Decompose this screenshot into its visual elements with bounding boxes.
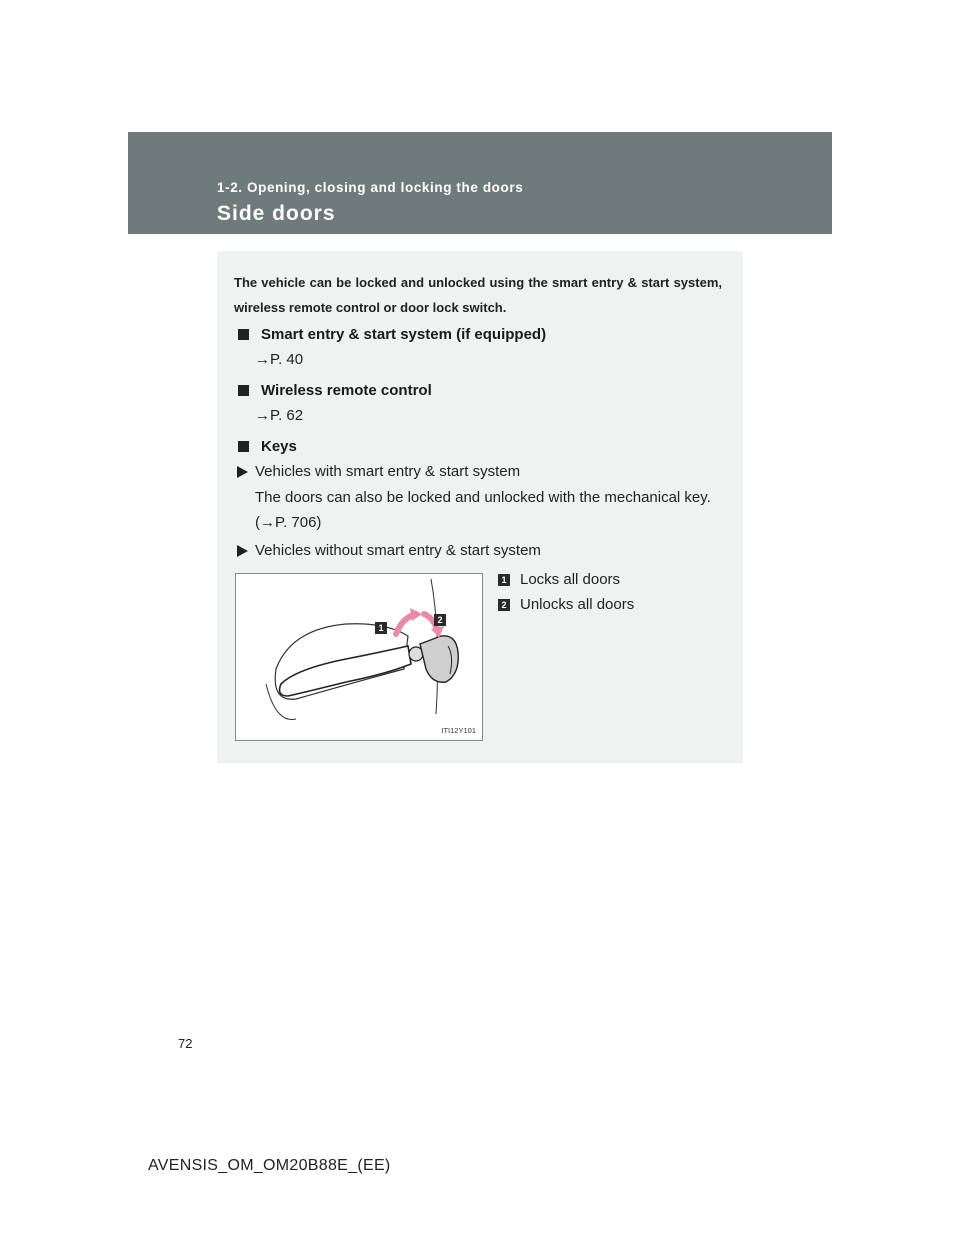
heading-wireless-remote	[238, 382, 432, 399]
legend-number-badge: 1	[498, 574, 510, 586]
callout-1-badge: 1	[375, 622, 387, 634]
square-bullet-icon	[238, 441, 249, 452]
page-ref-link[interactable]: →P. 62	[255, 407, 304, 424]
condition-text: Vehicles with smart entry & start system	[255, 463, 521, 480]
callout-2-badge: 2	[434, 614, 446, 626]
square-bullet-icon	[238, 385, 249, 396]
mechanical-key-note: The doors can also be locked and unlocked with the mechanical key. (→P. 706)	[255, 489, 711, 531]
heading-text: Keys	[261, 438, 297, 455]
door-handle-icon	[236, 574, 482, 740]
page-ref-link[interactable]: →P. 40	[255, 351, 304, 368]
heading-text: Smart entry & start system (if equipped)	[261, 326, 547, 343]
chapter-header	[128, 132, 832, 234]
footer-code: AVENSIS_OM_OM20B88E_(EE)	[148, 1157, 391, 1174]
intro-text: The vehicle can be locked and unlocked using the smart entry & start system, wireless remote control or door lock switch.	[234, 275, 722, 315]
condition-with-smart-entry	[237, 463, 520, 480]
content-panel	[217, 251, 743, 763]
condition-without-smart-entry	[237, 542, 541, 559]
legend-item-unlock	[498, 596, 634, 613]
legend-number-badge: 2	[498, 599, 510, 611]
page-number: 72	[178, 1036, 193, 1051]
legend-text: Locks all doors	[520, 571, 621, 588]
square-bullet-icon	[238, 329, 249, 340]
legend-item-lock	[498, 571, 620, 588]
triangle-bullet-icon	[237, 466, 248, 478]
figure-code: ITI12Y101	[441, 726, 476, 735]
door-handle-key-illustration	[235, 573, 483, 741]
triangle-bullet-icon	[237, 545, 248, 557]
heading-keys	[238, 438, 297, 455]
heading-smart-entry	[238, 326, 546, 343]
condition-text: Vehicles without smart entry & start system	[255, 542, 541, 559]
legend-text: Unlocks all doors	[520, 596, 635, 613]
heading-text: Wireless remote control	[261, 382, 432, 399]
page-title: Side doors	[217, 202, 336, 225]
section-label: 1-2. Opening, closing and locking the doors	[217, 180, 524, 195]
